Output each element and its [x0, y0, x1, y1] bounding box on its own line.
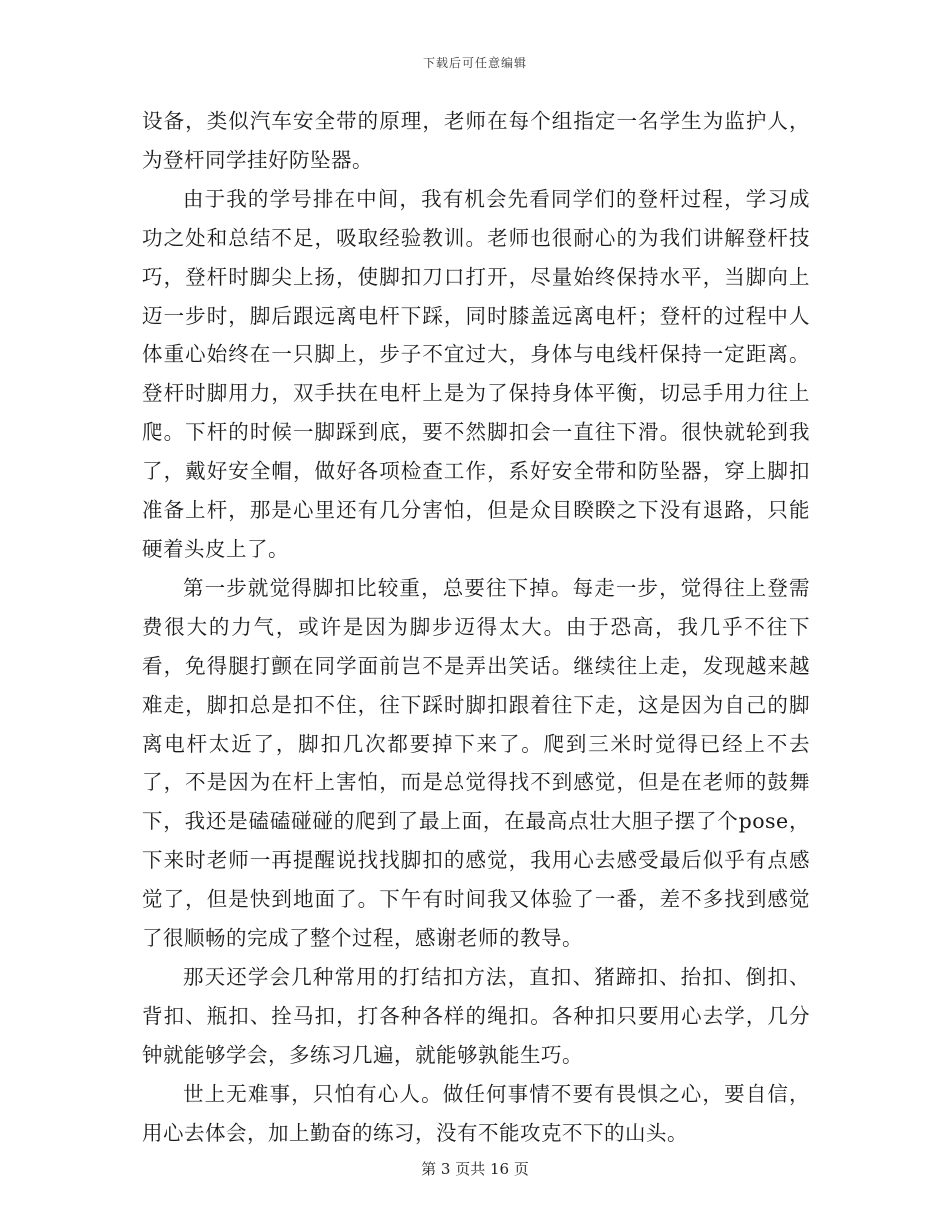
page-header: 下载后可任意编辑	[422, 56, 527, 70]
paragraph-first-climb: 第一步就觉得脚扣比较重，总要往下掉。每走一步，觉得往上登需费很大的力气，或许是因为脚步迈得太大。由于恐高，我几乎不往下看，免得腿打颤在同学面前岂不是弄出笑话。继续往上走，发现越来越难走，脚扣总是扣不住，往下踩时脚扣跟着往下走，这是因为自己的脚离电杆太近了，脚扣几次都要掉下来了。爬到三米时觉得已经上不去了，不是因为在杆上害怕，而是总觉得找不到感觉，但是在老师的鼓舞下，我还是磕磕碰碰的爬到了最上面，在最高点壮大胆子摆了个pose，下来时老师一再提醒说找找脚扣的感觉，我用心去感受最后似乎有点感觉了，但是快到地面了。下午有时间我又体验了一番，差不多找到感觉了很顺畅的完成了整个过程，感谢老师的教导。	[142, 575, 810, 951]
page-number: 第 3 页共 16 页	[421, 1160, 529, 1178]
paragraph-knots: 那天还学会几种常用的打结扣方法，直扣、猪蹄扣、抬扣、倒扣、背扣、瓶扣、拴马扣，打各种各样的绳扣。各种扣只要用心去学，几分钟就能够学会，多练习几遍，就能够孰能生巧。	[142, 964, 810, 1067]
paragraph-continuation: 设备，类似汽车安全带的原理，老师在每个组指定一名学生为监护人，为登杆同学挂好防坠器。	[142, 109, 810, 172]
document-body	[142, 102, 810, 1152]
paragraph-conclusion: 世上无难事，只怕有心人。做任何事情不要有畏惧之心，要自信，用心去体会，加上勤奋的练习，没有不能攻克不下的山头。	[142, 1081, 810, 1145]
paragraph-climbing-technique: 由于我的学号排在中间，我有机会先看同学们的登杆过程，学习成功之处和总结不足，吸取经验教训。老师也很耐心的为我们讲解登杆技巧，登杆时脚尖上扬，使脚扣刀口打开，尽量始终保持水平，当脚向上迈一步时，脚后跟远离电杆下踩，同时膝盖远离电杆；登杆的过程中人体重心始终在一只脚上，步子不宜过大，身体与电线杆保持一定距离。登杆时脚用力，双手扶在电杆上是为了保持身体平衡，切忌手用力往上爬。下杆的时候一脚踩到底，要不然脚扣会一直往下滑。很快就轮到我了，戴好安全帽，做好各项检查工作，系好安全带和防坠器，穿上脚扣准备上杆，那是心里还有几分害怕，但是众目睽睽之下没有退路，只能硬着头皮上了。	[142, 186, 810, 561]
